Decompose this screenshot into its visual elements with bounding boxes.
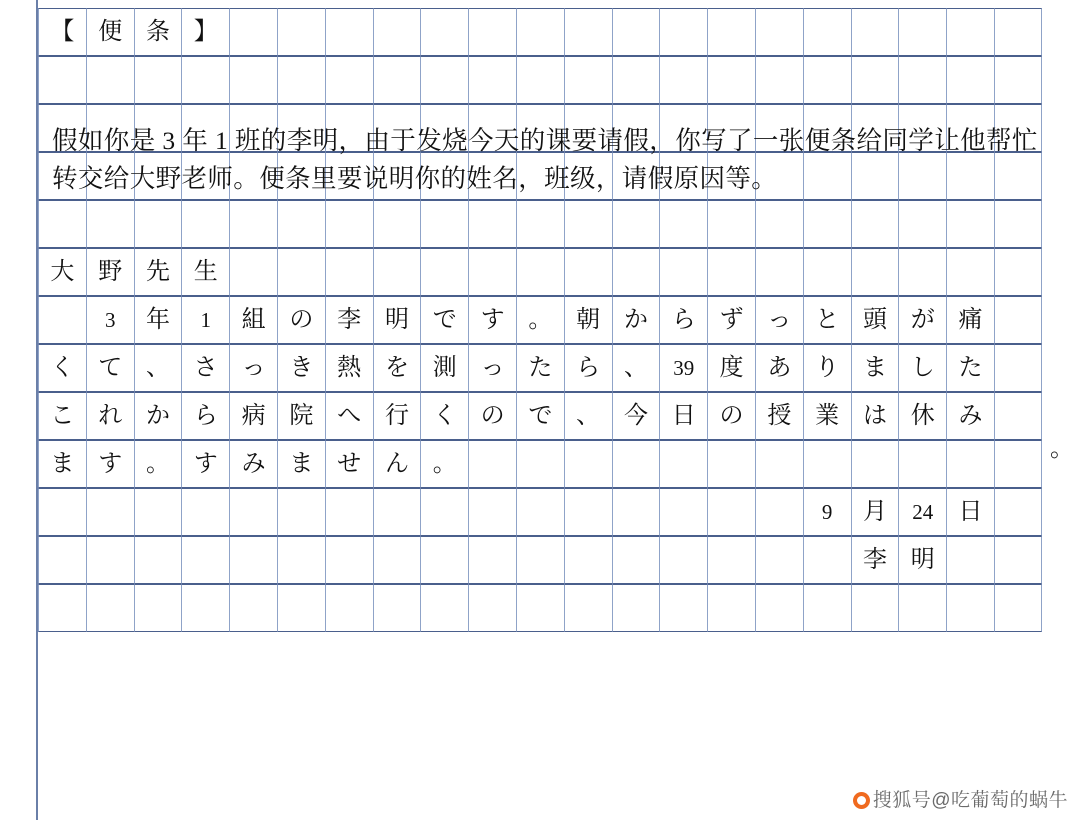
grid-cell [994, 392, 1042, 440]
title-cell-char-1: 便 [86, 8, 134, 56]
grid-cell: 業 [803, 392, 851, 440]
grid-cell [229, 584, 277, 632]
grid-cell [134, 488, 182, 536]
grid-cell: あ [755, 344, 803, 392]
title-cell-empty [325, 8, 373, 56]
grid-cell [707, 584, 755, 632]
grid-cell [898, 440, 946, 488]
grid-cell: す [86, 440, 134, 488]
grid-cell [277, 200, 325, 248]
grid-cell [229, 200, 277, 248]
grid-cell: く [420, 392, 468, 440]
grid-cell [803, 440, 851, 488]
grid-cell: 年 [134, 296, 182, 344]
grid-cell [707, 200, 755, 248]
grid-cell [898, 56, 946, 104]
grid-cell: 野 [86, 248, 134, 296]
grid-cell [994, 440, 1042, 488]
row-spacer-3 [38, 584, 1042, 632]
grid-cell [373, 584, 421, 632]
grid-cell [420, 584, 468, 632]
grid-cell [516, 56, 564, 104]
row-title [38, 8, 1042, 56]
grid-cell: た [946, 344, 994, 392]
grid-cell [564, 56, 612, 104]
grid-cell [707, 440, 755, 488]
row-date [38, 488, 1042, 536]
grid-cell: 3 [86, 296, 134, 344]
grid-cell: ら [181, 392, 229, 440]
grid-cell [516, 248, 564, 296]
grid-cell [755, 584, 803, 632]
grid-cell: の [277, 296, 325, 344]
title-cell-empty [277, 8, 325, 56]
grid-cell [851, 248, 899, 296]
grid-cell [564, 248, 612, 296]
grid-cell-month-label: 月 [851, 488, 899, 536]
title-cell-char-2: 条 [134, 8, 182, 56]
grid-cell-month-number: 9 [803, 488, 851, 536]
grid-cell [38, 488, 86, 536]
grid-cell [277, 488, 325, 536]
title-cell-empty [946, 8, 994, 56]
grid-cell [659, 440, 707, 488]
grid-cell: 、 [564, 392, 612, 440]
grid-cell [659, 584, 707, 632]
grid-cell [373, 56, 421, 104]
grid-cell [468, 200, 516, 248]
grid-cell [38, 296, 86, 344]
grid-cell [659, 248, 707, 296]
grid-cell [277, 536, 325, 584]
grid-cell [468, 440, 516, 488]
grid-cell: 今 [612, 392, 660, 440]
writing-grid [38, 8, 1042, 632]
title-cell-empty [564, 8, 612, 56]
grid-cell [994, 296, 1042, 344]
grid-cell [373, 488, 421, 536]
grid-cell [325, 56, 373, 104]
prompt-paragraph: 假如你是 3 年 1 班的李明，由于发烧今天的课要请假，你写了一张便条给同学让他帮忙转交给大野老师。便条里要说明你的姓名，班级，请假原因等。 [52, 126, 1038, 193]
watermark-logo-icon [853, 792, 870, 809]
title-cell-empty [898, 8, 946, 56]
grid-cell: せ [325, 440, 373, 488]
grid-cell [38, 536, 86, 584]
grid-cell [86, 584, 134, 632]
grid-cell [325, 488, 373, 536]
grid-cell: ま [851, 344, 899, 392]
grid-cell [707, 248, 755, 296]
grid-cell [86, 536, 134, 584]
grid-cell [803, 248, 851, 296]
grid-cell [564, 440, 612, 488]
grid-cell [420, 56, 468, 104]
grid-cell [659, 56, 707, 104]
grid-cell [994, 488, 1042, 536]
grid-cell [229, 536, 277, 584]
row-body-2 [38, 344, 1042, 392]
grid-cell: 度 [707, 344, 755, 392]
grid-cell [516, 488, 564, 536]
grid-cell [325, 536, 373, 584]
grid-cell [181, 200, 229, 248]
row-salutation [38, 248, 1042, 296]
grid-cell [229, 56, 277, 104]
grid-cell: っ [229, 344, 277, 392]
grid-cell [898, 584, 946, 632]
grid-cell [38, 200, 86, 248]
grid-cell: 痛 [946, 296, 994, 344]
grid-cell: 生 [181, 248, 229, 296]
grid-cell [803, 56, 851, 104]
grid-cell [86, 488, 134, 536]
grid-cell [134, 584, 182, 632]
grid-cell [325, 248, 373, 296]
title-cell-empty [612, 8, 660, 56]
grid-cell [229, 248, 277, 296]
grid-cell: き [277, 344, 325, 392]
grid-cell [181, 56, 229, 104]
watermark-text: 搜狐号@吃葡萄的蜗牛 [872, 790, 1068, 811]
grid-cell: 院 [277, 392, 325, 440]
grid-cell [516, 440, 564, 488]
grid-cell: ん [373, 440, 421, 488]
grid-cell-day-number: 24 [898, 488, 946, 536]
grid-cell: 。 [516, 296, 564, 344]
grid-cell: 測 [420, 344, 468, 392]
row-spacer-2 [38, 200, 1042, 248]
grid-cell-signature-1: 李 [851, 536, 899, 584]
grid-cell [612, 488, 660, 536]
grid-cell: た [516, 344, 564, 392]
grid-cell [564, 200, 612, 248]
title-cell-empty [420, 8, 468, 56]
grid-cell: 、 [612, 344, 660, 392]
grid-cell [755, 56, 803, 104]
title-cell-empty [707, 8, 755, 56]
grid-cell [994, 248, 1042, 296]
grid-cell: 休 [898, 392, 946, 440]
grid-cell [373, 248, 421, 296]
grid-cell [755, 440, 803, 488]
grid-cell [468, 488, 516, 536]
grid-cell: く [38, 344, 86, 392]
grid-cell: り [803, 344, 851, 392]
watermark [853, 785, 1068, 812]
grid-cell [468, 536, 516, 584]
grid-cell: ず [707, 296, 755, 344]
grid-cell: 李 [325, 296, 373, 344]
grid-cell [946, 200, 994, 248]
grid-cell [325, 200, 373, 248]
grid-cell: 、 [134, 344, 182, 392]
grid-cell [564, 488, 612, 536]
grid-cell: ま [38, 440, 86, 488]
grid-cell [468, 248, 516, 296]
grid-cell [420, 248, 468, 296]
grid-cell [516, 584, 564, 632]
grid-cell [612, 536, 660, 584]
title-cell-empty [803, 8, 851, 56]
grid-cell: て [86, 344, 134, 392]
grid-cell [325, 584, 373, 632]
grid-cell [946, 584, 994, 632]
row-spacer-1 [38, 56, 1042, 104]
grid-cell: す [468, 296, 516, 344]
title-cell-empty [229, 8, 277, 56]
grid-cell [994, 584, 1042, 632]
grid-cell [707, 56, 755, 104]
grid-cell: ら [564, 344, 612, 392]
grid-cell: し [898, 344, 946, 392]
grid-cell: は [851, 392, 899, 440]
grid-cell: ら [659, 296, 707, 344]
grid-cell: 熱 [325, 344, 373, 392]
grid-cell: が [898, 296, 946, 344]
row-signature [38, 536, 1042, 584]
grid-cell: 行 [373, 392, 421, 440]
grid-cell [851, 584, 899, 632]
grid-cell [181, 584, 229, 632]
grid-cell [803, 536, 851, 584]
grid-cell: さ [181, 344, 229, 392]
grid-cell [898, 248, 946, 296]
grid-cell [994, 344, 1042, 392]
grid-cell [373, 536, 421, 584]
grid-cell: 1 [181, 296, 229, 344]
grid-cell: み [229, 440, 277, 488]
title-cell-empty [851, 8, 899, 56]
grid-cell: で [516, 392, 564, 440]
grid-cell [468, 584, 516, 632]
row-body-4 [38, 440, 1042, 488]
grid-cell [803, 584, 851, 632]
title-cell-empty [659, 8, 707, 56]
grid-cell [612, 248, 660, 296]
grid-cell [373, 200, 421, 248]
grid-cell: の [468, 392, 516, 440]
grid-cell [851, 440, 899, 488]
grid-cell: か [134, 392, 182, 440]
overflow-punctuation: 。 [1050, 436, 1074, 462]
grid-cell [277, 248, 325, 296]
grid-cell: 39 [659, 344, 707, 392]
grid-cell: を [373, 344, 421, 392]
grid-cell: へ [325, 392, 373, 440]
grid-cell: 頭 [851, 296, 899, 344]
grid-cell: か [612, 296, 660, 344]
grid-cell [612, 56, 660, 104]
grid-cell [86, 200, 134, 248]
grid-cell [86, 56, 134, 104]
grid-cell [516, 536, 564, 584]
grid-cell: 日 [659, 392, 707, 440]
title-cell-empty [755, 8, 803, 56]
title-cell-empty [516, 8, 564, 56]
grid-cell: 。 [420, 440, 468, 488]
grid-cell: 大 [38, 248, 86, 296]
title-cell-bracket-close: 】 [181, 8, 229, 56]
grid-cell [134, 56, 182, 104]
grid-cell [994, 200, 1042, 248]
grid-cell [994, 536, 1042, 584]
grid-cell [946, 536, 994, 584]
grid-cell [420, 488, 468, 536]
grid-cell: み [946, 392, 994, 440]
grid-cell [181, 536, 229, 584]
grid-cell [898, 200, 946, 248]
grid-cell [38, 56, 86, 104]
title-cell-empty [994, 8, 1042, 56]
grid-cell [134, 200, 182, 248]
grid-cell [277, 56, 325, 104]
grid-cell: 授 [755, 392, 803, 440]
grid-cell [468, 56, 516, 104]
grid-cell [851, 200, 899, 248]
grid-cell [612, 584, 660, 632]
grid-cell [946, 56, 994, 104]
grid-cell [516, 200, 564, 248]
grid-cell [851, 56, 899, 104]
grid-cell [707, 488, 755, 536]
grid-cell: 先 [134, 248, 182, 296]
grid-cell-day-label: 日 [946, 488, 994, 536]
grid-cell: 朝 [564, 296, 612, 344]
grid-cell: こ [38, 392, 86, 440]
grid-cell [564, 584, 612, 632]
grid-cell: れ [86, 392, 134, 440]
grid-cell: の [707, 392, 755, 440]
grid-cell [659, 488, 707, 536]
grid-cell: と [803, 296, 851, 344]
grid-cell: 明 [373, 296, 421, 344]
grid-cell [755, 248, 803, 296]
grid-cell-signature-2: 明 [898, 536, 946, 584]
grid-cell [755, 200, 803, 248]
grid-cell: っ [755, 296, 803, 344]
grid-cell: っ [468, 344, 516, 392]
grid-cell [755, 488, 803, 536]
grid-cell: ま [277, 440, 325, 488]
grid-cell [612, 200, 660, 248]
grid-cell [659, 536, 707, 584]
grid-cell [612, 440, 660, 488]
grid-cell [134, 536, 182, 584]
grid-cell [181, 488, 229, 536]
grid-cell [277, 584, 325, 632]
title-cell-bracket-open: 【 [38, 8, 86, 56]
grid-cell [803, 200, 851, 248]
grid-cell [420, 536, 468, 584]
row-body-3 [38, 392, 1042, 440]
grid-cell: 病 [229, 392, 277, 440]
grid-cell: で [420, 296, 468, 344]
grid-cell [946, 248, 994, 296]
grid-cell [564, 536, 612, 584]
grid-cell: 組 [229, 296, 277, 344]
grid-cell [38, 584, 86, 632]
grid-cell [755, 536, 803, 584]
grid-cell [659, 200, 707, 248]
grid-cell [420, 200, 468, 248]
grid-cell [994, 56, 1042, 104]
grid-cell: す [181, 440, 229, 488]
grid-cell [946, 440, 994, 488]
grid-cell: 。 [134, 440, 182, 488]
grid-cell [229, 488, 277, 536]
grid-cell [707, 536, 755, 584]
row-body-1 [38, 296, 1042, 344]
title-cell-empty [468, 8, 516, 56]
title-cell-empty [373, 8, 421, 56]
